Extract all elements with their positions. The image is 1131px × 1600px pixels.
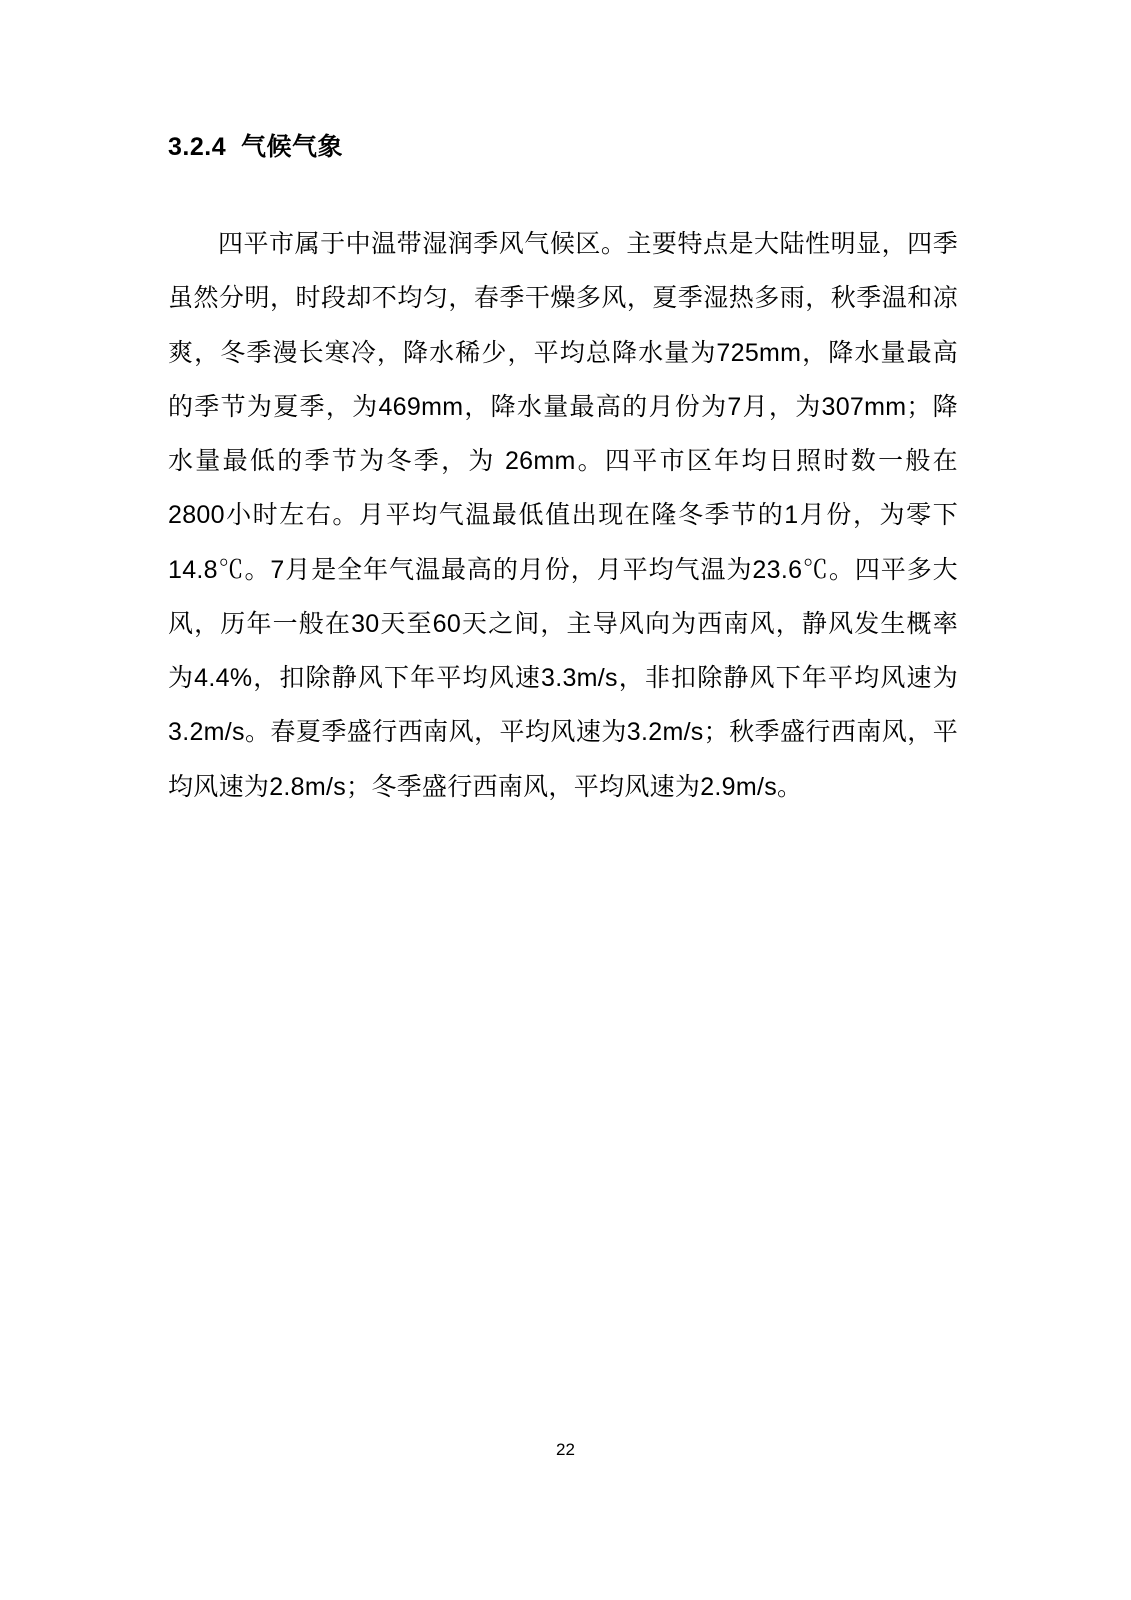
body-paragraph: 四平市属于中温带湿润季风气候区。主要特点是大陆性明显，四季虽然分明，时段却不均匀，春季干燥多风，夏季湿热多雨，秋季温和凉爽，冬季漫长寒冷，降水稀少，平均总降水量为725mm，降水量最高的季节为夏季，为469mm，降水量最高的月份为7月，为307mm；降水量最低的季节为冬季，为 26mm。四平市区年均日照时数一般在2800小时左右。月平均气温最低值出现在隆冬季节的1月份，为零下14.8℃。7月是全年气温最高的月份，月平均气温为23.6℃。四平多大风，历年一般在30天至60天之间，主导风向为西南风，静风发生概率为4.4%，扣除静风下年平均风速3.3m/s，非扣除静风下年平均风速为3.2m/s。春夏季盛行西南风，平均风速为3.2m/s；秋季盛行西南风，平均风速为2.8m/s；冬季盛行西南风，平均风速为2.9m/s。	[168, 230, 958, 801]
section-heading: 3.2.4 气候气象	[168, 133, 343, 161]
page-content	[168, 130, 958, 814]
page-number: 22	[556, 1440, 575, 1459]
